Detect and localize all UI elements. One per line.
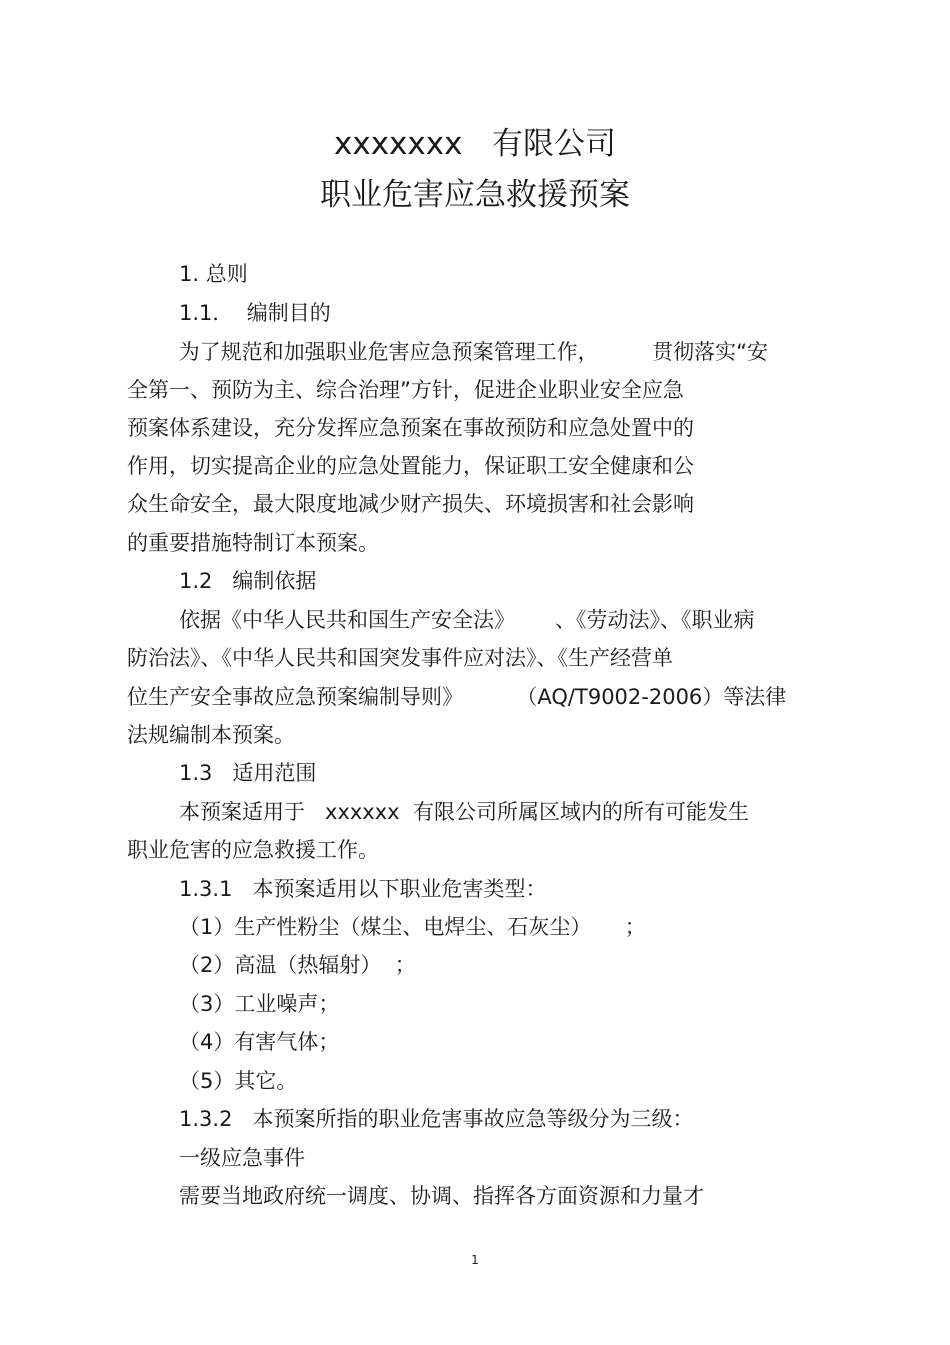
heading-1-3-2: 1.3.2 本预案所指的职业危害事故应急等级分为三级：: [179, 1107, 694, 1131]
heading-1: 1. 总则: [179, 262, 248, 286]
paragraph-line: 法规编制本预案。: [127, 723, 295, 747]
list-item: （5）其它。: [179, 1069, 298, 1093]
paragraph-line: 防治法》、《中华人民共和国突发事件应对法》、《生产经营单: [127, 646, 673, 670]
paragraph-line: 本预案适用于 xxxxxx 有限公司所属区域内的所有可能发生: [179, 800, 749, 824]
document-title-plan: 职业危害应急救援预案: [320, 177, 630, 213]
paragraph-line: 依据《中华人民共和国生产安全法》 、《劳动法》、《职业病: [179, 608, 755, 632]
paragraph-line: 为了规范和加强职业危害应急预案管理工作， 贯彻落实“安: [172, 340, 768, 364]
list-item: （4）有害气体；: [179, 1030, 340, 1054]
paragraph-line: 位生产安全事故应急预案编制导则》 （AQ/T9002-2006）等法律: [127, 685, 787, 709]
list-item: （3）工业噪声；: [179, 992, 340, 1016]
document-title-company: xxxxxxx 有限公司: [334, 126, 616, 162]
list-item: （1）生产性粉尘（煤尘、电焊尘、石灰尘） ；: [179, 915, 646, 939]
paragraph-line: 的重要措施特制订本预案。: [127, 531, 379, 555]
heading-1-2: 1.2 编制依据: [179, 569, 317, 593]
list-item: （2）高温（热辐射） ；: [179, 953, 416, 977]
paragraph-line: 预案体系建设，充分发挥应急预案在事故预防和应急处置中的: [127, 416, 694, 440]
paragraph-line: 众生命安全，最大限度地减少财产损失、环境损害和社会影响: [127, 492, 694, 516]
paragraph-line: 全第一、预防为主、综合治理”方针，促进企业职业安全应急: [127, 378, 684, 402]
page-number: 1: [471, 1253, 479, 1267]
paragraph-line: 需要当地政府统一调度、协调、指挥各方面资源和力量才: [179, 1184, 704, 1208]
paragraph-line: 作用，切实提高企业的应急处置能力，保证职工安全健康和公: [127, 454, 694, 478]
heading-1-3-1: 1.3.1 本预案适用以下职业危害类型：: [179, 877, 547, 901]
paragraph-line: 职业危害的应急救援工作。: [127, 838, 379, 862]
subheading: 一级应急事件: [179, 1146, 305, 1170]
heading-1-1: 1.1． 编制目的: [179, 301, 331, 325]
heading-1-3: 1.3 适用范围: [179, 761, 317, 785]
